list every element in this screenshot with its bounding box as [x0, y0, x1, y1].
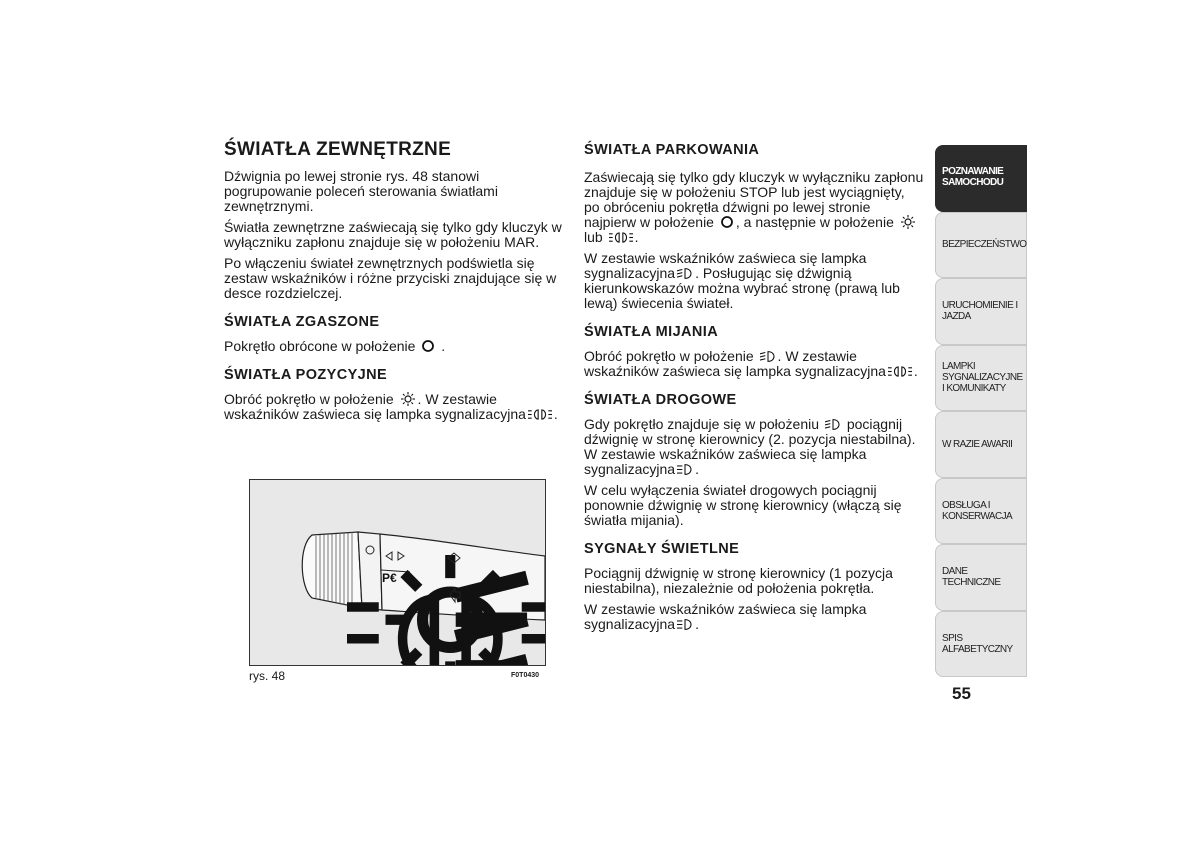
- parking-indicator-text: [584, 251, 924, 311]
- heading-high-beam: ŚWIATŁA DROGOWE: [584, 392, 737, 408]
- middle-column: [584, 140, 924, 638]
- punct: .: [553, 406, 558, 422]
- parking-indicator-sentence-a: W zestawie wskaźników zaświeca się lampka sygnalizacyjna: [584, 250, 867, 281]
- punct: .: [913, 363, 918, 379]
- punct: .: [437, 338, 446, 354]
- side-lights-icon: [528, 408, 552, 421]
- tab-obsluga-konserwacja[interactable]: OBSŁUGA I KONSERWACJA: [935, 478, 1027, 545]
- page-number: 55: [952, 684, 971, 703]
- heading-low-beam: ŚWIATŁA MIJANIA: [584, 324, 719, 340]
- position-lights-text: [224, 392, 564, 422]
- figure-caption: rys. 48: [249, 669, 286, 683]
- lights-off-sentence: Pokrętło obrócone w położenie: [224, 338, 416, 354]
- high-beam-off-text: W celu wyłączenia świateł drogowych pociągnij ponownie dźwignię w stronę kierownicy (włączą się światła mijania).: [584, 482, 902, 528]
- low-beam-text: [584, 349, 924, 379]
- figure-code: F0T0430: [511, 672, 540, 679]
- heading-position-lights: ŚWIATŁA POZYCYJNE: [224, 367, 388, 383]
- position-sentence-b: . W zestawie wskaźników zaświeca się lampka sygnalizacyjna: [224, 391, 526, 422]
- punct: .: [695, 461, 699, 477]
- ignition-paragraph: Światła zewnętrzne zaświecają się tylko gdy kluczyk w wyłączniku zapłonu znajduje się w położeniu MAR.: [224, 219, 562, 250]
- tab-poznawanie-samochodu[interactable]: POZNAWANIE SAMOCHODU: [935, 145, 1027, 212]
- tab-w-razie-awarii[interactable]: W RAZIE AWARII: [935, 411, 1027, 478]
- chapter-tabs: [935, 145, 1027, 677]
- parking-indicator-sentence-b: . Posługując się dźwignią kierunkowskazów można wybrać stronę (prawą lub lewą) świecenia świateł.: [584, 265, 900, 311]
- low-beam-icon: [677, 267, 693, 280]
- tab-dane-techniczne[interactable]: DANE TECHNICZNE: [935, 544, 1027, 611]
- tab-lampki-sygnalizacyjne[interactable]: LAMPKI SYGNALIZACYJNE I KOMUNIKATY: [935, 345, 1027, 412]
- heading-flash: SYGNAŁY ŚWIETLNE: [584, 541, 740, 557]
- parking-sentence-c: lub: [584, 229, 603, 245]
- lever-illustration: [249, 479, 546, 666]
- parking-label: P€: [382, 571, 397, 585]
- high-beam-icon: [677, 463, 693, 476]
- sun-icon: [900, 215, 916, 229]
- low-beam-icon: [760, 350, 776, 363]
- low-beam-sentence-a: Obróć pokrętło w położenie: [584, 348, 754, 364]
- high-beam-sentence-a: Gdy pokrętło znajduje się w położeniu: [584, 416, 820, 432]
- flash-text: Pociągnij dźwignię w stronę kierownicy (1 pozycja niestabilna), niezależnie od położenia pokrętła.: [584, 565, 893, 596]
- punct: .: [634, 229, 639, 245]
- light-switch-lever-drawing: [250, 480, 545, 665]
- low-beam-sentence-b: . W zestawie wskaźników zaświeca się lampka sygnalizacyjna: [584, 348, 886, 379]
- off-position-icon: [720, 215, 734, 229]
- left-column: [224, 140, 564, 428]
- parking-lights-text: [584, 170, 924, 245]
- parking-sentence-a: Zaświecają się tylko gdy kluczyk w wyłączniku zapłonu znajduje się w położeniu STOP lub jest wyciągnięty, po obróceniu pokrętła dźwigni po lewej stronie najpierw w położenie: [584, 169, 924, 230]
- intro-paragraph: Dźwignia po lewej stronie rys. 48 stanowi pogrupowanie poleceń sterowania światłami zewnętrznymi.: [224, 168, 498, 214]
- low-beam-icon: [825, 418, 841, 431]
- side-lights-icon: [888, 365, 912, 378]
- tab-spis-alfabetyczny[interactable]: SPIS ALFABETYCZNY: [935, 611, 1027, 678]
- parking-sentence-b: , a następnie w położenie: [735, 214, 894, 230]
- punct: .: [695, 616, 699, 632]
- lights-off-text: [224, 339, 564, 354]
- high-beam-sentence-b: pociągnij dźwignię w stronę kierownicy (2. pozycja niestabilna). W zestawie wskaźników zaświeca się lampka sygnalizacyjna: [584, 416, 916, 477]
- illumination-paragraph: Po włączeniu świateł zewnętrznych podświetla się zestaw wskaźników i różne przyciski znajdujące się w desce rozdzielczej.: [224, 255, 557, 301]
- tab-uruchomienie-jazda[interactable]: URUCHOMIENIE I JAZDA: [935, 278, 1027, 345]
- page-title: ŚWIATŁA ZEWNĘTRZNE: [224, 139, 452, 160]
- high-beam-icon: [677, 618, 693, 631]
- sun-icon: [400, 392, 416, 406]
- heading-lights-off: ŚWIATŁA ZGASZONE: [224, 314, 380, 330]
- position-sentence-a: Obróć pokrętło w położenie: [224, 391, 394, 407]
- high-beam-text: [584, 417, 924, 477]
- tab-bezpieczenstwo[interactable]: BEZPIECZEŃSTWO: [935, 212, 1027, 279]
- heading-parking-lights: ŚWIATŁA PARKOWANIA: [584, 142, 760, 158]
- flash-indicator-sentence: W zestawie wskaźników zaświeca się lampka sygnalizacyjna: [584, 601, 867, 632]
- flash-indicator-text: [584, 602, 924, 632]
- side-lights-icon: [609, 231, 633, 244]
- off-position-icon: [421, 339, 435, 353]
